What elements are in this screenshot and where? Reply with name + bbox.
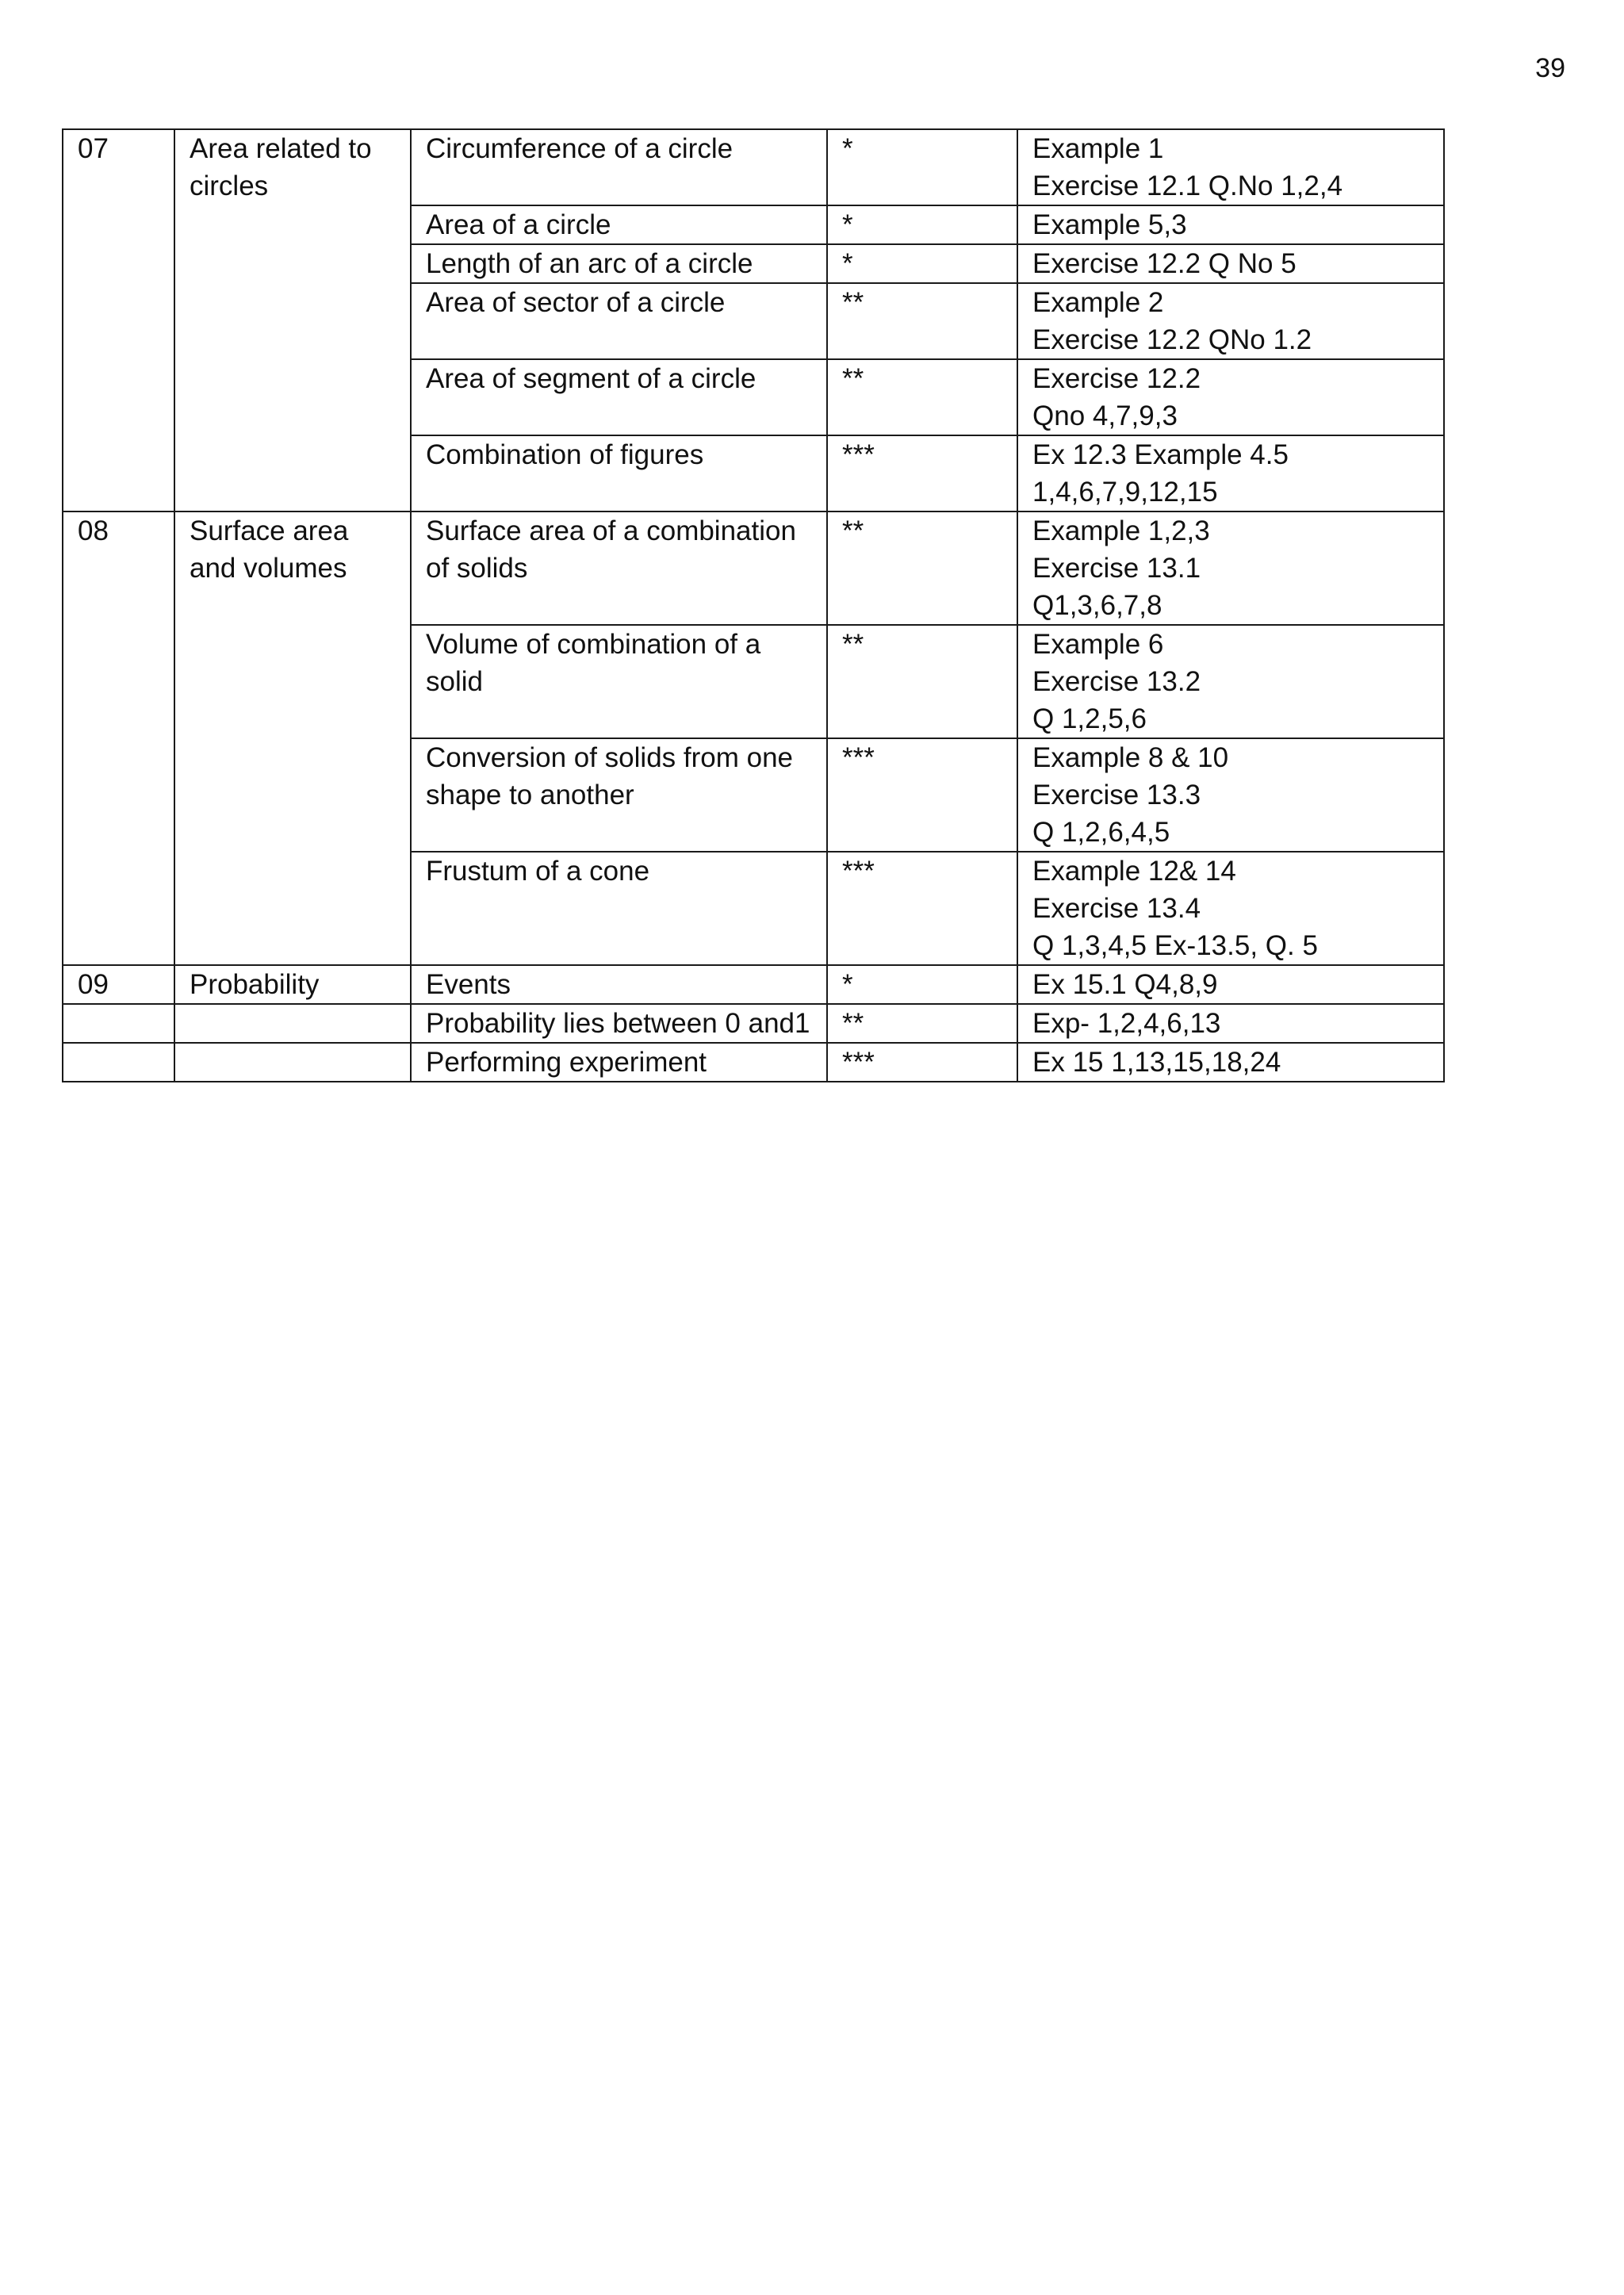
reference-line: Exercise 12.2 [1032,363,1201,394]
reference-cell [1017,244,1444,283]
reference-cell [1017,129,1444,205]
difficulty-cell: ** [827,625,1017,738]
topic-cell: Volume of combination of a solid [411,625,827,738]
topic-cell: Area of a circle [411,205,827,244]
reference-line: Example 1 [1032,133,1164,164]
reference-line: Exercise 13.1 [1032,553,1201,584]
difficulty-cell: * [827,244,1017,283]
reference-cell [1017,1043,1444,1082]
syllabus-table [62,128,1445,1082]
reference-cell [1017,359,1444,435]
reference-line: Ex 12.3 Example 4.5 [1032,439,1289,470]
difficulty-cell: ** [827,283,1017,359]
difficulty-cell: *** [827,738,1017,852]
reference-line: Example 1,2,3 [1032,515,1210,546]
reference-cell [1017,1004,1444,1043]
reference-line: Qno 4,7,9,3 [1032,400,1178,431]
topic-cell: Circumference of a circle [411,129,827,205]
topic-cell: Surface area of a combination of solids [411,511,827,625]
topic-cell: Probability lies between 0 and1 [411,1004,827,1043]
reference-line: Example 6 [1032,629,1164,660]
reference-line: 1,4,6,7,9,12,15 [1032,477,1218,508]
reference-line: Exercise 12.1 Q.No 1,2,4 [1032,170,1343,201]
reference-line: Exp- 1,2,4,6,13 [1032,1008,1221,1039]
reference-cell [1017,205,1444,244]
table-row [63,965,1444,1004]
chapter-number-cell: 07 [63,129,174,511]
reference-line: Example 12& 14 [1032,856,1236,887]
difficulty-cell: * [827,129,1017,205]
chapter-number-cell [63,1043,174,1082]
reference-line: Ex 15 1,13,15,18,24 [1032,1047,1281,1078]
table-row [63,1043,1444,1082]
reference-line: Q1,3,6,7,8 [1032,590,1162,621]
reference-cell [1017,625,1444,738]
table-row [63,129,1444,205]
difficulty-cell: ** [827,359,1017,435]
page-number: 39 [1535,53,1565,83]
topic-cell: Length of an arc of a circle [411,244,827,283]
topic-cell: Performing experiment [411,1043,827,1082]
topic-cell: Area of segment of a circle [411,359,827,435]
reference-line: Ex 15.1 Q4,8,9 [1032,969,1218,1000]
chapter-number-cell [63,1004,174,1043]
topic-cell: Events [411,965,827,1004]
topic-cell: Combination of figures [411,435,827,511]
chapter-name-cell [174,1004,411,1043]
reference-line: Example 2 [1032,287,1164,318]
reference-line: Exercise 13.2 [1032,666,1201,697]
difficulty-cell: *** [827,852,1017,965]
reference-cell [1017,511,1444,625]
chapter-name-cell [174,1043,411,1082]
difficulty-cell: ** [827,511,1017,625]
difficulty-cell: ** [827,1004,1017,1043]
reference-line: Exercise 12.2 Q No 5 [1032,248,1297,279]
table-row [63,1004,1444,1043]
difficulty-cell: *** [827,435,1017,511]
reference-cell [1017,965,1444,1004]
difficulty-cell: * [827,965,1017,1004]
reference-line: Q 1,3,4,5 Ex-13.5, Q. 5 [1032,930,1318,961]
reference-cell [1017,283,1444,359]
reference-line: Exercise 13.4 [1032,893,1201,924]
chapter-name-cell: Probability [174,965,411,1004]
chapter-name-cell: Area related to circles [174,129,411,511]
chapter-number-cell: 09 [63,965,174,1004]
topic-cell: Conversion of solids from one shape to another [411,738,827,852]
reference-cell [1017,435,1444,511]
reference-line: Exercise 13.3 [1032,780,1201,810]
topic-cell: Frustum of a cone [411,852,827,965]
difficulty-cell: * [827,205,1017,244]
chapter-name-cell: Surface area and volumes [174,511,411,965]
reference-cell [1017,738,1444,852]
reference-line: Q 1,2,6,4,5 [1032,817,1170,848]
reference-line: Example 8 & 10 [1032,742,1229,773]
reference-line: Q 1,2,5,6 [1032,703,1147,734]
table-row [63,511,1444,625]
reference-cell [1017,852,1444,965]
reference-line: Exercise 12.2 QNo 1.2 [1032,324,1312,355]
chapter-number-cell: 08 [63,511,174,965]
reference-line: Example 5,3 [1032,209,1187,240]
difficulty-cell: *** [827,1043,1017,1082]
topic-cell: Area of sector of a circle [411,283,827,359]
